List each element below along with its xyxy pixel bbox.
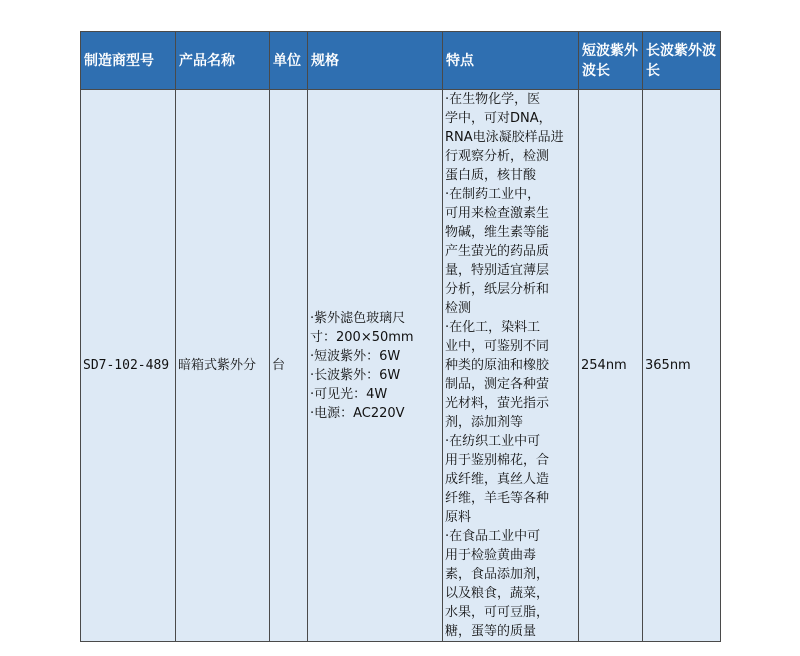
- feature-line: 蛋白质，核甘酸: [445, 168, 537, 183]
- feature-line: 糖，蛋等的质量: [445, 624, 537, 639]
- cell-unit: 台: [270, 90, 308, 642]
- feature-line: 产生萤光的药品质: [445, 244, 550, 259]
- feature-line: 业中，可鉴别不同: [445, 339, 550, 354]
- feature-line: 分析，纸层分析和: [445, 282, 550, 297]
- feature-line: 水果，可可豆脂，: [445, 605, 550, 620]
- cell-features: [443, 90, 579, 642]
- header-product-name: 产品名称: [176, 32, 270, 90]
- feature-line: RNA电泳凝胶样品进: [445, 130, 564, 145]
- spec-line: ·可见光：4W: [310, 386, 388, 402]
- spec-line: ·紫外滤色玻璃尺: [310, 310, 406, 326]
- spec-line: 寸：200×50mm: [310, 329, 414, 345]
- header-features: 特点: [443, 32, 579, 90]
- feature-line: ·在食品工业中可: [445, 529, 541, 544]
- header-unit: 单位: [270, 32, 308, 90]
- feature-line: 纤维，羊毛等各种: [445, 491, 550, 506]
- spec-line: ·短波紫外：6W: [310, 348, 401, 364]
- spec-line: ·电源：AC220V: [310, 405, 405, 421]
- spec-line: ·长波紫外：6W: [310, 367, 401, 383]
- feature-line: 成纤维，真丝人造: [445, 472, 550, 487]
- feature-line: 检测: [445, 301, 472, 316]
- cell-long-wave: 365nm: [643, 90, 721, 642]
- feature-line: 原料: [445, 510, 472, 525]
- feature-line: ·在生物化学，医: [445, 92, 541, 107]
- feature-line: 物碱，维生素等能: [445, 225, 550, 240]
- cell-model: SD7-102-489: [81, 90, 176, 642]
- feature-line: 剂，添加剂等: [445, 415, 524, 430]
- table-row: [81, 90, 721, 642]
- header-row: [81, 32, 721, 90]
- feature-line: 行观察分析，检测: [445, 149, 550, 164]
- feature-line: ·在化工，染料工: [445, 320, 541, 335]
- feature-line: 以及粮食，蔬菜，: [445, 586, 550, 601]
- feature-line: 用于检验黄曲毒: [445, 548, 537, 563]
- header-short-wave: 短波紫外波长: [579, 32, 643, 90]
- feature-line: 种类的原油和橡胶: [445, 358, 550, 373]
- feature-line: 量，特别适宜薄层: [445, 263, 550, 278]
- feature-line: 用于鉴别棉花，合: [445, 453, 550, 468]
- feature-line: ·在制药工业中，: [445, 187, 541, 202]
- feature-line: 学中，可对DNA，: [445, 111, 552, 126]
- feature-line: 光材料，萤光指示: [445, 396, 550, 411]
- header-long-wave: 长波紫外波长: [643, 32, 721, 90]
- feature-line: ·在纺织工业中可: [445, 434, 541, 449]
- header-spec: 规格: [308, 32, 443, 90]
- product-spec-table: [80, 31, 721, 642]
- cell-product-name: 暗箱式紫外分: [176, 90, 270, 642]
- cell-short-wave: 254nm: [579, 90, 643, 642]
- feature-line: 制品，测定各种萤: [445, 377, 550, 392]
- feature-line: 可用来检查激素生: [445, 206, 550, 221]
- cell-spec: [308, 90, 443, 642]
- feature-line: 素，食品添加剂，: [445, 567, 550, 582]
- header-model: 制造商型号: [81, 32, 176, 90]
